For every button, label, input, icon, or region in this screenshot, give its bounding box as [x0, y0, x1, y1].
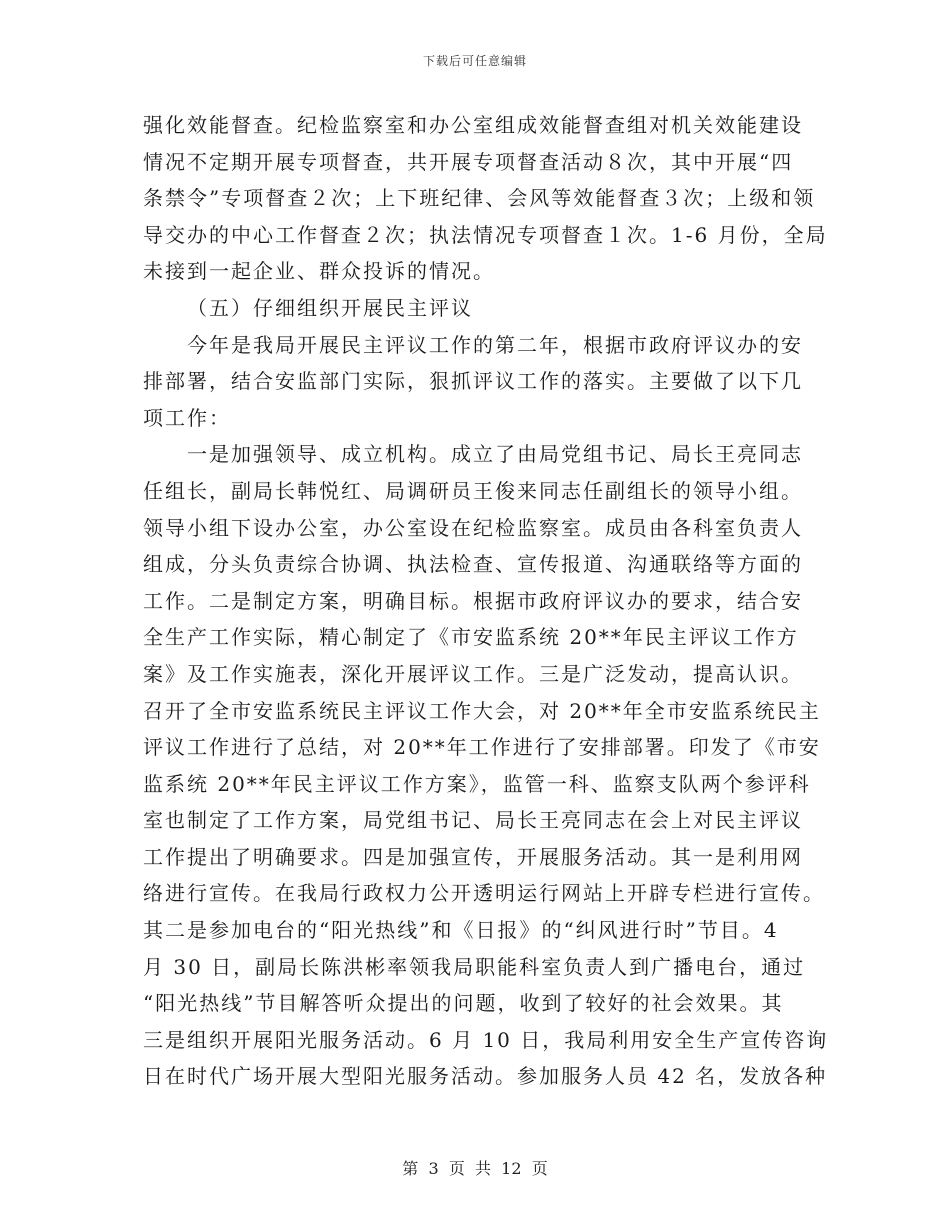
text-line: 条禁令”专项督查２次；上下班纪律、会风等效能督查３次；上级和领 [143, 186, 816, 211]
paragraph-start: 今年是我局开展民主评议工作的第二年，根据市政府评议办的安 [187, 332, 803, 357]
section-heading: （五）仔细组织开展民主评议 [187, 295, 473, 320]
text-line: 监系统 20**年民主评议工作方案》，监管一科、监察支队两个参评科 [143, 771, 811, 796]
text-line: 导交办的中心工作督查２次；执法情况专项督查１次。1-6 月份，全局 [143, 222, 828, 247]
text-line: 组成，分头负责综合协调、执法检查、宣传报道、沟通联络等方面的 [143, 552, 803, 577]
document-body [143, 107, 829, 1095]
text-line: 日在时代广场开展大型阳光服务活动。参加服务人员 42 名，发放各种 [143, 1064, 828, 1089]
text-line: “阳光热线”节目解答听众提出的问题，收到了较好的社会效果。其 [143, 991, 784, 1016]
text-line: 评议工作进行了总结，对 20**年工作进行了安排部署。印发了《市安 [143, 735, 821, 760]
header-note: 下载后可任意编辑 [422, 54, 527, 68]
text-line: 其二是参加电台的“阳光热线”和《日报》的“纠风进行时”节目。4 [143, 918, 779, 943]
text-line: 强化效能督查。纪检监察室和办公室组成效能督查组对机关效能建设 [143, 113, 803, 137]
text-line: 络进行宣传。在我局行政权力公开透明运行网站上开辟专栏进行宣传。 [143, 881, 825, 906]
page-number: 第 3 页 共 12 页 [402, 1159, 548, 1178]
text-line: 工作提出了明确要求。四是加强宣传，开展服务活动。其一是利用网 [143, 844, 803, 869]
text-line: 三是组织开展阳光服务活动。6 月 10 日，我局利用安全生产宣传咨询 [143, 1027, 829, 1052]
text-line: 案》及工作实施表，深化开展评议工作。三是广泛发动，提高认识。 [143, 661, 803, 686]
text-line: 任组长，副局长韩悦红、局调研员王俊来同志任副组长的领导小组。 [143, 478, 803, 503]
text-line: 未接到一起企业、群众投诉的情况。 [143, 259, 495, 284]
text-line: 项工作： [143, 405, 231, 430]
text-line: 召开了全市安监系统民主评议工作大会，对 20**年全市安监系统民主 [143, 698, 821, 723]
text-line: 全生产工作实际，精心制定了《市安监系统 20**年民主评议工作方 [143, 625, 799, 650]
text-line: 领导小组下设办公室，办公室设在纪检监察室。成员由各科室负责人 [143, 515, 803, 540]
text-line: 室也制定了工作方案，局党组书记、局长王亮同志在会上对民主评议 [143, 808, 803, 833]
text-line: 工作。二是制定方案，明确目标。根据市政府评议办的要求，结合安 [143, 588, 803, 613]
paragraph-start: 一是加强领导、成立机构。成立了由局党组书记、局长王亮同志 [187, 442, 803, 467]
text-line: 排部署，结合安监部门实际，狠抓评议工作的落实。主要做了以下几 [143, 369, 803, 394]
text-line: 月 30 日，副局长陈洪彬率领我局职能科室负责人到广播电台，通过 [143, 954, 806, 979]
text-line: 情况不定期开展专项督查，共开展专项督查活动８次，其中开展“四 [143, 149, 794, 174]
